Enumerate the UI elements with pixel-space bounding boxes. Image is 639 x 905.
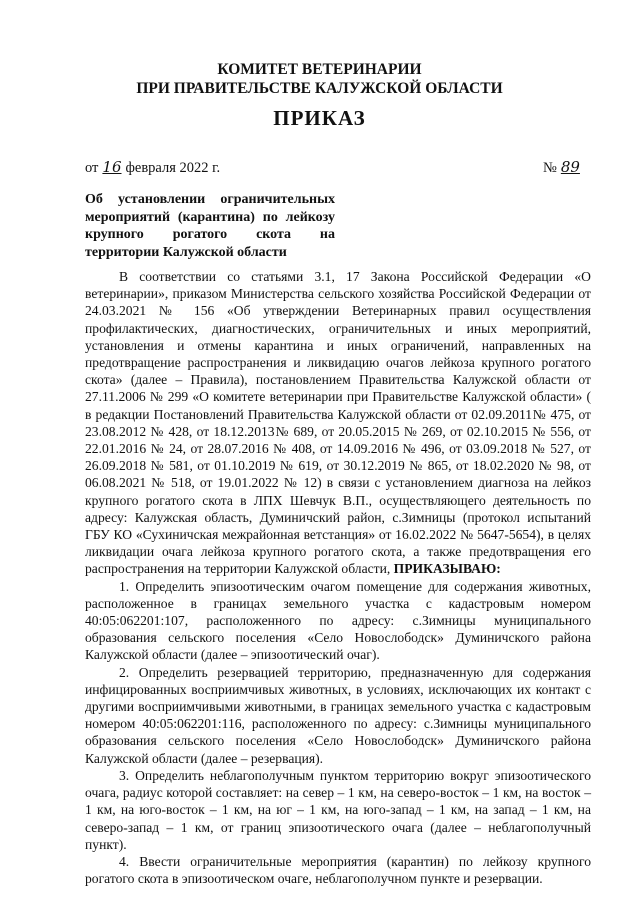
date-day-handwritten: 16: [102, 158, 122, 176]
date-rest: февраля 2022 г.: [125, 160, 221, 176]
order-item-1: 1. Определить эпизоотическим очагом помещение для содержания животных, расположенное в границах земельного участка с кадастровым номером 40:05:062201:107, расположенного по адресу: с.Зимницы муниципального образования сельского поселения «Село Новослободск» Думиничского района Калужской области (далее – эпизоотический очаг).: [85, 578, 591, 663]
document-title: ПРИКАЗ: [273, 106, 366, 130]
order-keyword: ПРИКАЗЫВАЮ:: [393, 561, 501, 577]
document-body: [85, 268, 591, 887]
preamble-text: В соответствии со статьями 3.1, 17 Закона Российской Федерации «О ветеринарии», приказом Министерства сельского хозяйства Российской Федерации от 24.03.2021 № 156 «Об утверждении Ветеринарных правил осуществления профилактических, диагностических, ограничительных и иных мероприятий, установления и отмены карантина и иных ограничений, направленных на предотвращение распространения и ликвидацию очагов лейкоза крупного рогатого скота» (далее – Правила), постановлением Правительства Калужской области от 27.11.2006 № 299 «О комитете ветеринарии при Правительстве Калужской области» ( в редакции Постановлений Правительства Калужской области от 02.09.2011№ 475, от 23.08.2012 № 428, от 18.12.2013№ 689, от 20.05.2015 № 269, от 02.10.2015 № 556, от 22.01.2016 № 24, от 28.07.2016 № 408, от 14.09.2016 № 496, от 03.09.2018 № 527, от 26.09.2018 № 581, от 01.10.2019 № 619, от 30.12.2019 № 865, от 18.02.2020 № 98, от 06.08.2021 № 518, от 19.01.2022 № 12) в связи с установлением диагноза на лейкоз крупного рогатого скота в ЛПХ Шевчук В.П., осуществляющего деятельность по адресу: Калужская область, Думиничский район, с.Зимницы (протокол испытаний ГБУ КО «Сухиничская межрайонная ветстанция» от 16.02.2022 № 5647-5654), в целях ликвидации очага лейкоза крупного рогатого скота, а также предотвращения его распространения на территории Калужской области,: [85, 269, 591, 577]
org-name-line1: КОМИТЕТ ВЕТЕРИНАРИИ: [217, 61, 422, 78]
date-prefix: от: [85, 160, 99, 176]
order-item-3: 3. Определить неблагополучным пунктом территорию вокруг эпизоотического очага, радиус которой составляет: на север – 1 км, на северо-восток – 1 км, на восток – 1 км, на юго-восток – 1 км, на юг – 1 км, на юго-запад – 1 км, на запад – 1 км, на северо-запад – 1 км, от границ эпизоотического очага (далее – неблагополучный пункт).: [85, 767, 591, 852]
document-date: [85, 158, 220, 177]
number-sign: №: [543, 160, 557, 176]
order-item-4: 4. Ввести ограничительные мероприятия (карантин) по лейкозу крупного рогатого скота в эпизоотическом очаге, неблагополучном пункте и резервации.: [85, 853, 591, 887]
document-number: [543, 158, 584, 177]
org-name-line2: ПРИ ПРАВИТЕЛЬСТВЕ КАЛУЖСКОЙ ОБЛАСТИ: [136, 80, 503, 97]
number-value-handwritten: 89: [560, 158, 580, 176]
document-subject: Об установлении ограничительных мероприятий (карантина) по лейкозу крупного рогатого скота на территории Калужской области: [85, 192, 335, 260]
preamble-paragraph: [85, 268, 591, 578]
order-item-2: 2. Определить резервацией территорию, предназначенную для содержания инфицированных восприимчивых животных, в условиях, исключающих их контакт с другими восприимчивыми животными, в границах земельного участка с кадастровым номером 40:05:062201:116, расположенного по адресу: с.Зимницы муниципального образования сельского поселения «Село Новослободск» Думиничского района Калужской области (далее – резервация).: [85, 664, 591, 766]
